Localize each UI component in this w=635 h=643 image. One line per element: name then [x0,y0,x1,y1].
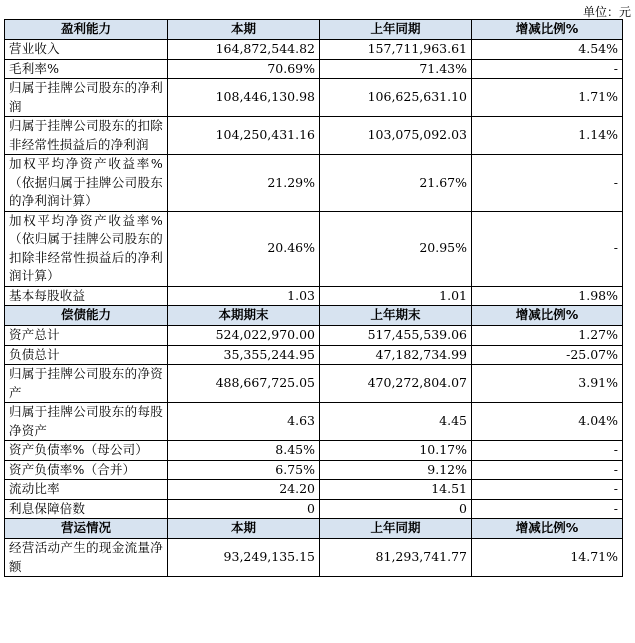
row-label: 资产总计 [5,326,168,346]
table-row [5,460,623,480]
prior-value: 0 [320,499,472,519]
table-row [5,403,623,441]
header-cell: 上年同期 [320,20,472,40]
change-value: 1.27% [472,326,623,346]
prior-value: 9.12% [320,460,472,480]
row-label: 流动比率 [5,480,168,500]
current-value: 524,022,970.00 [168,326,320,346]
prior-value: 157,711,963.61 [320,40,472,60]
current-value: 24.20 [168,480,320,500]
change-value: -25.07% [472,345,623,365]
table-row [5,441,623,461]
prior-value: 20.95% [320,211,472,286]
row-label: 基本每股收益 [5,286,168,306]
prior-value: 103,075,092.03 [320,117,472,155]
change-value: 1.14% [472,117,623,155]
row-label: 资产负债率%（母公司） [5,441,168,461]
table-row [5,40,623,60]
prior-value: 71.43% [320,59,472,79]
change-value: - [472,499,623,519]
row-label: 归属于挂牌公司股东的净资产 [5,365,168,403]
prior-value: 4.45 [320,403,472,441]
prior-value: 470,272,804.07 [320,365,472,403]
header-cell: 上年期末 [320,306,472,326]
current-value: 4.63 [168,403,320,441]
table-row [5,59,623,79]
current-value: 20.46% [168,211,320,286]
prior-value: 10.17% [320,441,472,461]
table-row [5,365,623,403]
header-cell: 增减比例% [472,306,623,326]
current-value: 488,667,725.05 [168,365,320,403]
change-value: 4.54% [472,40,623,60]
row-label: 经营活动产生的现金流量净额 [5,539,168,577]
row-label: 利息保障倍数 [5,499,168,519]
table-row [5,155,623,212]
change-value: - [472,211,623,286]
current-value: 164,872,544.82 [168,40,320,60]
header-cell: 上年同期 [320,519,472,539]
row-label: 资产负债率%（合并） [5,460,168,480]
row-label: 负债总计 [5,345,168,365]
table-row [5,499,623,519]
row-label: 营业收入 [5,40,168,60]
row-label: 归属于挂牌公司股东的净利润 [5,79,168,117]
change-value: 1.71% [472,79,623,117]
section-header-operations [5,519,623,539]
prior-value: 47,182,734.99 [320,345,472,365]
row-label: 加权平均净资产收益率%（依归属于挂牌公司股东的扣除非经常性损益后的净利润计算） [5,211,168,286]
current-value: 70.69% [168,59,320,79]
current-value: 35,355,244.95 [168,345,320,365]
prior-value: 14.51 [320,480,472,500]
current-value: 6.75% [168,460,320,480]
header-cell: 本期期末 [168,306,320,326]
header-cell: 盈利能力 [5,20,168,40]
header-cell: 偿债能力 [5,306,168,326]
row-label: 毛利率% [5,59,168,79]
table-row [5,117,623,155]
table-row [5,211,623,286]
prior-value: 81,293,741.77 [320,539,472,577]
table-row [5,79,623,117]
current-value: 8.45% [168,441,320,461]
change-value: - [472,441,623,461]
header-cell: 本期 [168,519,320,539]
current-value: 108,446,130.98 [168,79,320,117]
row-label: 加权平均净资产收益率%（依据归属于挂牌公司股东的净利润计算） [5,155,168,212]
current-value: 1.03 [168,286,320,306]
change-value: - [472,59,623,79]
prior-value: 517,455,539.06 [320,326,472,346]
table-row [5,286,623,306]
change-value: - [472,155,623,212]
row-label: 归属于挂牌公司股东的每股净资产 [5,403,168,441]
change-value: 1.98% [472,286,623,306]
table-row [5,480,623,500]
financial-indicators-table [4,19,623,577]
table-row [5,345,623,365]
header-cell: 营运情况 [5,519,168,539]
current-value: 93,249,135.15 [168,539,320,577]
prior-value: 21.67% [320,155,472,212]
change-value: - [472,480,623,500]
section-header-profitability [5,20,623,40]
prior-value: 1.01 [320,286,472,306]
change-value: 4.04% [472,403,623,441]
header-cell: 增减比例% [472,20,623,40]
unit-label: 单位：元 [582,5,631,19]
prior-value: 106,625,631.10 [320,79,472,117]
current-value: 104,250,431.16 [168,117,320,155]
change-value: - [472,460,623,480]
change-value: 14.71% [472,539,623,577]
section-header-solvency [5,306,623,326]
table-row [5,539,623,577]
header-cell: 增减比例% [472,519,623,539]
current-value: 0 [168,499,320,519]
change-value: 3.91% [472,365,623,403]
header-cell: 本期 [168,20,320,40]
table-row [5,326,623,346]
current-value: 21.29% [168,155,320,212]
row-label: 归属于挂牌公司股东的扣除非经常性损益后的净利润 [5,117,168,155]
